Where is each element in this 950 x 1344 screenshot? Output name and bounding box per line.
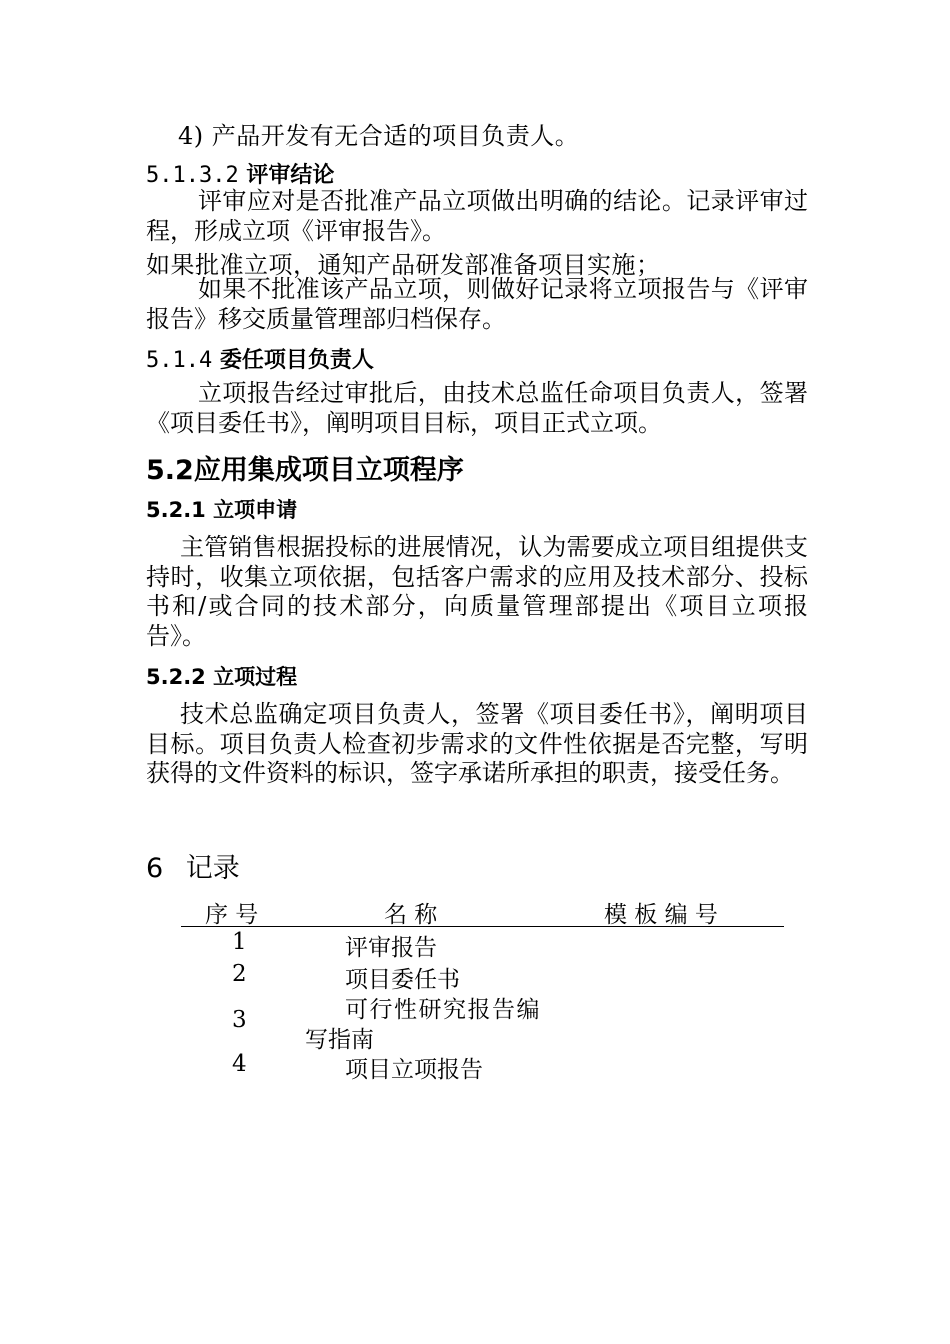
section-title: 评审结论 [246, 163, 335, 188]
section-number: 6 [146, 853, 164, 884]
section-title: 委任项目负责人 [219, 348, 374, 373]
table-row-name-line1: 可行性研究报告编 [345, 997, 541, 1023]
table-row-name: 评审报告 [345, 935, 437, 961]
section-number: 5.1.4 [146, 348, 213, 373]
section-heading-5-1-4 [146, 343, 374, 374]
paragraph-if-not-approved: 如果不批准该产品立项，则做好记录将立项报告与《评审报告》移交质量管理部归档保存。 [146, 275, 808, 333]
table-header-rule [181, 926, 784, 927]
table-row-name: 项目立项报告 [345, 1057, 483, 1083]
table-row-number: 4 [232, 1051, 247, 1077]
table-row-name: 项目委任书 [345, 967, 460, 993]
section-heading-5-2: 5.2应用集成项目立项程序 [146, 455, 464, 486]
table-row-number: 2 [232, 961, 247, 987]
table-row-name-line2: 写指南 [305, 1027, 374, 1053]
section-title: 记录 [185, 853, 240, 884]
paragraph-appoint-leader: 立项报告经过审批后，由技术总监任命项目负责人，签署《项目委任书》，阐明项目目标，项目正式立项。 [146, 379, 808, 437]
section-heading-5-2-2: 5.2.2 立项过程 [146, 665, 298, 689]
section-heading-5-2-1: 5.2.1 立项申请 [146, 498, 298, 522]
section-heading-6 [146, 846, 240, 885]
column-header-template-number: 模 板 编 号 [604, 902, 718, 928]
column-header-number: 序 号 [205, 902, 259, 928]
list-item-4: 4) 产品开发有无合适的项目负责人。 [178, 122, 580, 150]
section-heading-5-1-3-2 [146, 158, 334, 189]
section-number: 5.1.3.2 [146, 163, 239, 188]
paragraph-project-application: 主管销售根据投标的进展情况，认为需要成立项目组提供支持时，收集立项依据，包括客户需求的应用及技术部分、投标书和/或合同的技术部分，向质量管理部提出《项目立项报告》。 [146, 533, 808, 650]
table-row-number: 3 [232, 1007, 247, 1033]
paragraph-project-process: 技术总监确定项目负责人，签署《项目委任书》，阐明项目目标。项目负责人检查初步需求的文件性依据是否完整，写明获得的文件资料的标识，签字承诺所承担的职责，接受任务。 [146, 700, 808, 787]
column-header-name: 名 称 [384, 902, 438, 928]
paragraph-review-conclusion: 评审应对是否批准产品立项做出明确的结论。记录评审过程，形成立项《评审报告》。 [146, 187, 808, 245]
table-row-number: 1 [232, 929, 247, 955]
paragraph-if-approved: 如果批准立项，通知产品研发部准备项目实施； [146, 251, 661, 279]
